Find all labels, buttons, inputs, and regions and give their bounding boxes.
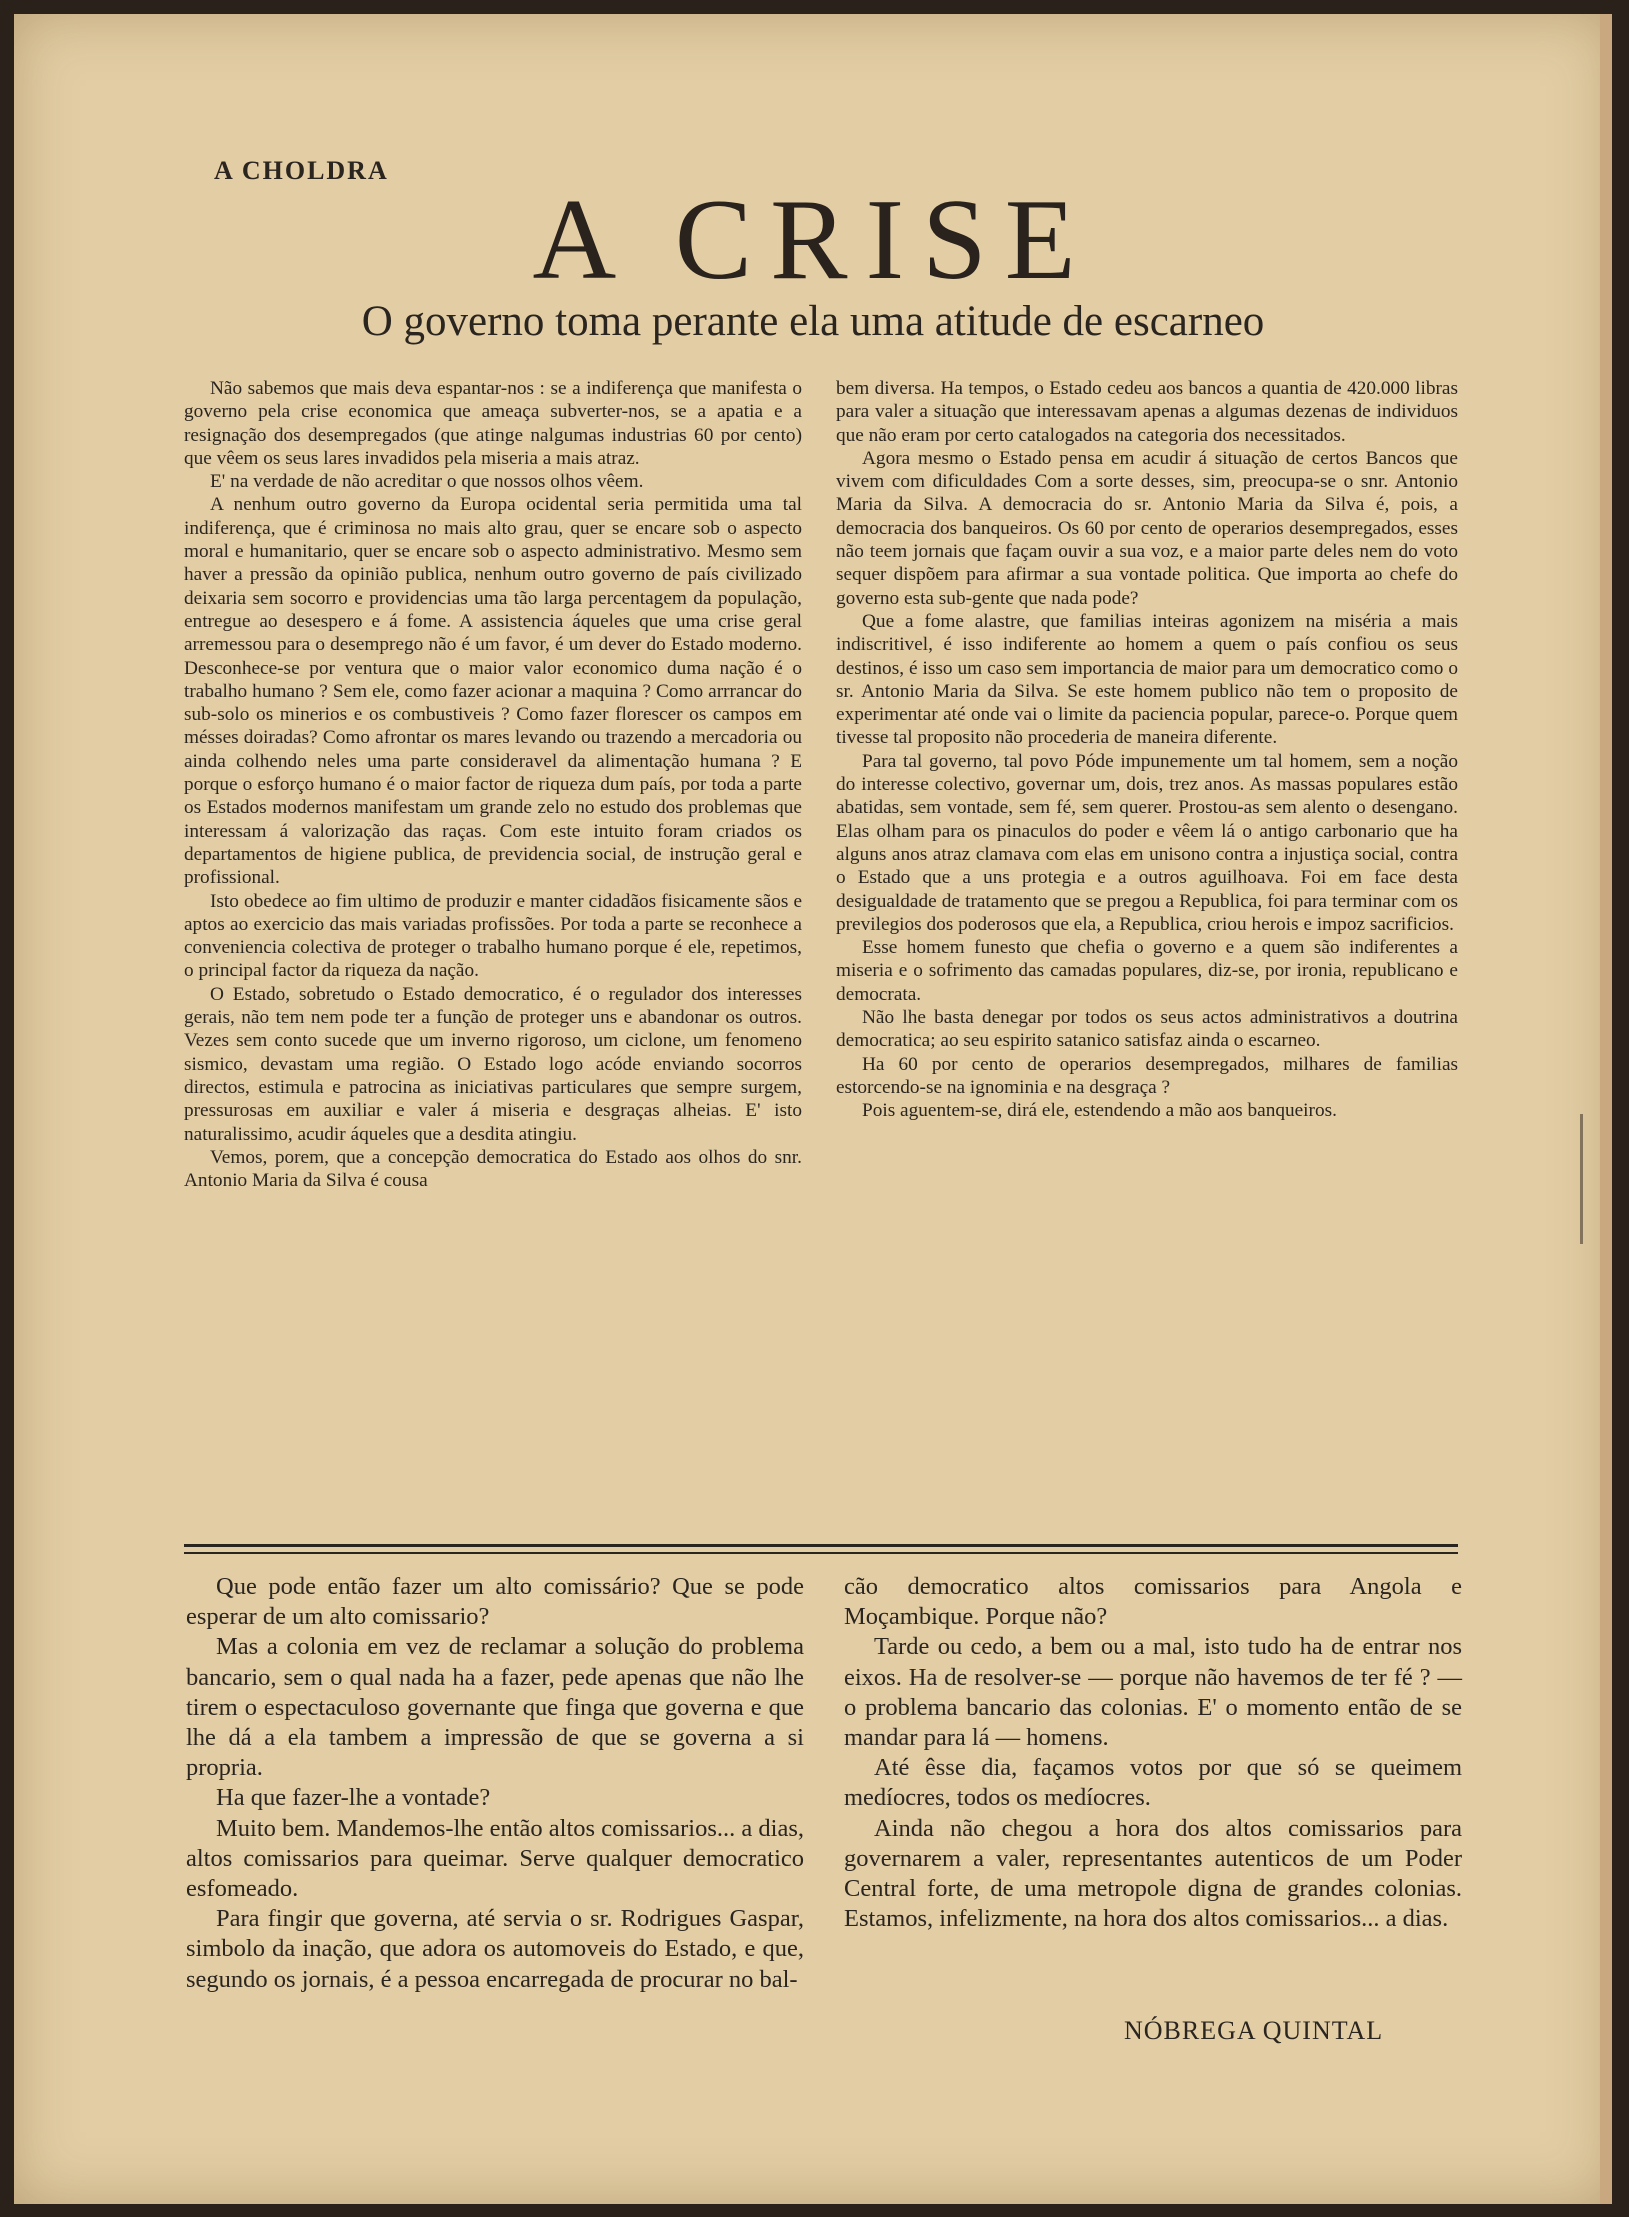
paragraph: Que a fome alastre, que familias inteiras agonizem na miséria a mais indiscritivel, é isso indiferente ao homem a quem o país confiou os seus destinos, é isso um caso sem importancia de maior para um democratico como o sr. Antonio Maria da Silva. Se este homem publico não tem o proposito de experimentar até onde vai o limite da paciencia popular, parece-o. Porque quem tivesse tal proposito não procederia de maneira diferente. (836, 610, 1458, 749)
section-divider (184, 1552, 1458, 1554)
paragraph: Ha 60 por cento de operarios desempregados, milhares de familias estorcendo-se na ignominia e na desgraça ? (836, 1053, 1458, 1098)
paragraph: bem diversa. Ha tempos, o Estado cedeu aos bancos a quantia de 420.000 libras para valer a situação que interessavam apenas a algumas dezenas de individuos que não eram por certo catalogados na categoria dos necessitados. (836, 378, 1458, 446)
paragraph: Até êsse dia, façamos votos por que só se queimem medíocres, todos os medíocres. (844, 1754, 1462, 1812)
paragraph: Para tal governo, tal povo Póde impunemente um tal homem, sem a noção do interesse colectivo, governar um, dois, trez anos. As massas populares estão abatidas, sem vontade, sem fé, sem querer. Prostou-as sem alento o desengano. Elas olham para os pinaculos do poder e vêem lá o antigo carbonario que ha alguns anos atraz clamava com elas em unisono contra a injustiça social, contra o Estado que a uns protegia e a outros aguilhoava. Foi em face desta desigualdade de tratamento que se pregou a Republica, foi para terminar com os previlegios dos poderosos que ela, a Republica, criou herois e impoz sacrificios. (836, 750, 1458, 935)
paragraph: Isto obedece ao fim ultimo de produzir e manter cidadãos fisicamente sãos e aptos ao exercicio das mais variadas profissões. Por toda a parte se reconhece a conveniencia colectiva de proteger o trabalho humano porque é ele, repetimos, o principal factor da riqueza da nação. (184, 890, 802, 982)
article-bottom-right-column (844, 1572, 1462, 1934)
headline: A CRISE (532, 176, 1094, 304)
paragraph: Ha que fazer-lhe a vontade? (216, 1784, 491, 1812)
paragraph: cão democratico altos comissarios para Angola e Moçambique. Porque não? (844, 1573, 1462, 1631)
paragraph: Que pode então fazer um alto comissário? Que se pode esperar de um alto comissario? (186, 1573, 804, 1631)
paragraph: Não sabemos que mais deva espantar-nos : se a indiferença que manifesta o governo pela crise economica que ameaça subverter-nos, se a apatia e a resignação dos desempregados (que atinge nalgumas industrias 60 por cento) que vêem os seus lares invadidos pela miseria a mais atraz. (184, 378, 802, 469)
article-top-left-column (184, 377, 802, 1192)
subheadline: O governo toma perante ela uma atitude de escarneo (361, 298, 1265, 345)
paragraph: Não lhe basta denegar por todos os seus actos administrativos a doutrina democratica; ao seu espirito satanico satisfaz ainda o escarneo. (836, 1007, 1458, 1052)
paragraph: Muito bem. Mandemos-lhe então altos comissarios... a dias, altos comissarios para queimar. Serve qualquer democratico esfomeado. (186, 1814, 804, 1903)
paragraph: Para fingir que governa, até servia o sr. Rodrigues Gaspar, simbolo da inação, que adora os automoveis do Estado, e que, segundo os jornais, é a pessoa encarregada de procurar no bal- (186, 1905, 804, 1993)
section-divider (184, 1544, 1458, 1547)
paragraph: Pois aguentem-se, dirá ele, estendendo a mão aos banqueiros. (862, 1100, 1337, 1122)
publication-label: A CHOLDRA (214, 156, 389, 185)
newspaper-page (14, 14, 1612, 2204)
binding-mark (1580, 1114, 1583, 1244)
paragraph: Agora mesmo o Estado pensa em acudir á situação de certos Bancos que vivem com dificuldades Com a sorte desses, sim, preocupa-se o snr. Antonio Maria da Silva. A democracia do sr. Antonio Maria da Silva é, pois, a democracia dos banqueiros. Os 60 por cento de operarios desempregados, esses não teem jornais que façam ouvir a sua voz, e a maior parte deles nem do voto sequer dispõem para afirmar a sua vontade politica. Que importa ao chefe do governo esta sub-gente que nada pode? (836, 447, 1458, 609)
paragraph: Esse homem funesto que chefia o governo e a quem são indiferentes a miseria e o sofrimento das camadas populares, diz-se, por ironia, republicano e democrata. (836, 937, 1458, 1005)
article-top-right-column (836, 377, 1458, 1123)
paragraph: E' na verdade de não acreditar o que nossos olhos vêem. (210, 471, 644, 493)
paragraph: A nenhum outro governo da Europa ocidental seria permitida uma tal indiferença, que é criminosa no mais alto grau, quer se encare sob o aspecto moral e humanitario, quer se encare sob o aspecto administrativo. Mesmo sem haver a pressão da opinião publica, nenhum outro governo de país civilizado deixaria sem socorro e providencias uma tão larga percentagem da população, entregue ao desespero e á fome. A assistencia áqueles que uma crise geral arremessou para o desemprego não é um favor, é um dever do Estado moderno. Desconhece-se por ventura que o maior valor economico duma nação é o trabalho humano ? Sem ele, como fazer acionar a maquina ? Como arrrancar do sub-solo os minerios e os combustiveis ? Como fazer florescer os campos em mésses doiradas? Como afrontar os mares levando ou trazendo a mercadoria ou ainda colhendo neles uma parte consideravel da alimentação humana ? E porque o esforço humano é o maior factor de riqueza dum país, por toda a parte os Estados modernos manifestam um grande zelo no estudo dos problemas que interessam á valorização das raças. Com este intuito foram criados os departamentos de higiene publica, de previdencia social, de instrução geral e profissional. (184, 494, 802, 889)
paragraph: Vemos, porem, que a concepção democratica do Estado aos olhos do snr. Antonio Maria da Silva é cousa (184, 1146, 802, 1192)
paragraph: O Estado, sobretudo o Estado democratico, é o regulador dos interesses gerais, não tem nem pode ter a função de proteger uns e abandonar os outros. Vezes sem conto sucede que um inverno rigoroso, um ciclone, um fenomeno sismico, devastam uma região. O Estado logo acóde enviando socorros directos, estimula e patrocina as iniciativas particulares que sempre surgem, pressurosas em auxiliar e valer á miseria e desgraças alheias. E' isto naturalissimo, acudir áqueles que a desdita atingiu. (184, 983, 802, 1145)
paragraph: Tarde ou cedo, a bem ou a mal, isto tudo ha de entrar nos eixos. Ha de resolver-se — porque não havemos de ter fé ? — o problema bancario das colonias. E' o momento então de se mandar para lá — homens. (844, 1633, 1462, 1752)
author-signature: NÓBREGA QUINTAL (1124, 2016, 1384, 2045)
paragraph: Mas a colonia em vez de reclamar a solução do problema bancario, sem o qual nada ha a fazer, pede apenas que não lhe tirem o espectaculoso governante que finga que governa e que lhe dá a ela tambem a impressão de que se governa a si propria. (186, 1633, 804, 1782)
paragraph: Ainda não chegou a hora dos altos comissarios para governarem a valer, representantes autenticos de um Poder Central forte, de uma metropole digna de grandes colonias. Estamos, infelizmente, na hora dos altos comissarios... a dias. (844, 1814, 1462, 1933)
article-bottom-left-column (186, 1572, 804, 1995)
